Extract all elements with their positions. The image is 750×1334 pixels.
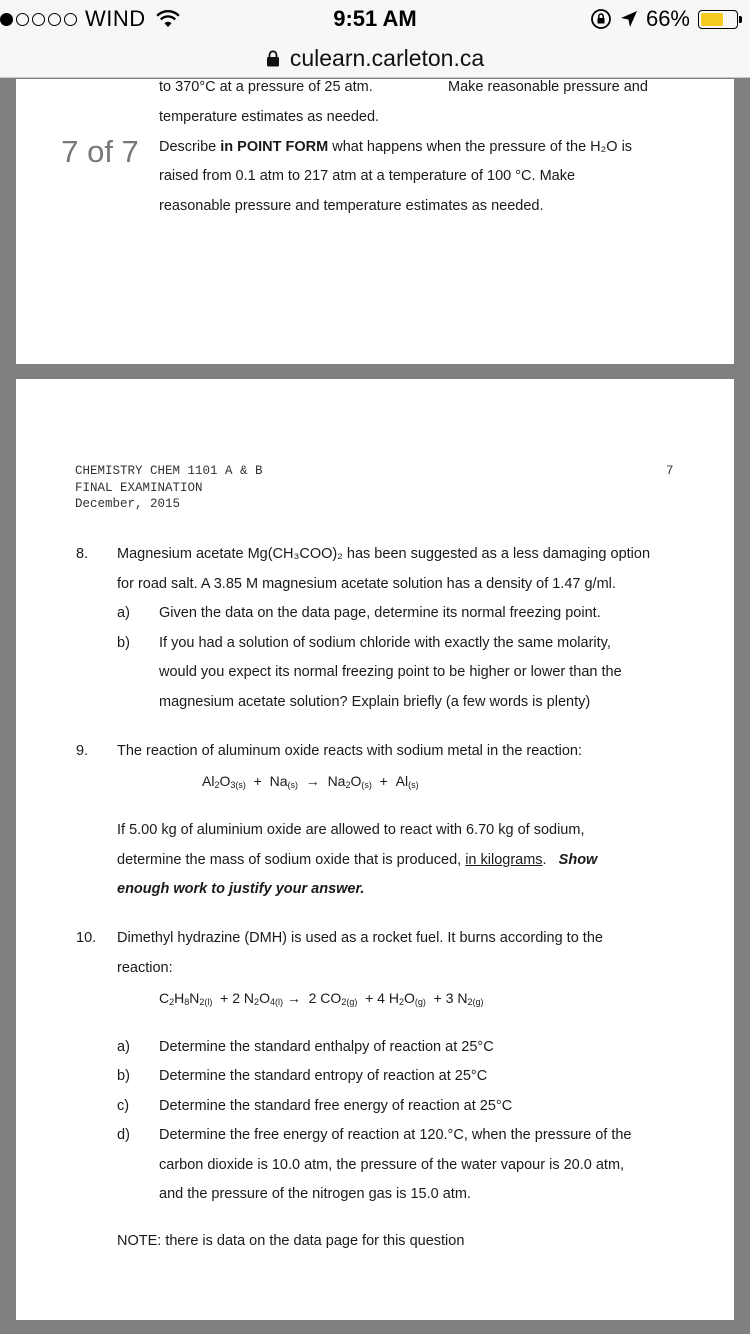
rotation-lock-icon [590, 8, 612, 30]
q8-line-2: for road salt. A 3.85 M magnesium acetate solution has a density of 1.47 g/ml. [117, 576, 616, 592]
battery-percent: 66% [645, 6, 690, 31]
prev-line-2: temperature estimates as needed. [159, 109, 380, 125]
q8b-line-2: would you expect its normal freezing point to be higher or lower than the [159, 664, 622, 680]
q8b-line-3: magnesium acetate solution? Explain briefly (a few words is plenty) [159, 694, 591, 710]
q10c-label: c) [117, 1098, 130, 1114]
q8a-label: a) [117, 605, 130, 621]
prev-line-4: raised from 0.1 atm to 217 atm at a temperature of 100 °C. Make [159, 168, 576, 184]
q9-number: 9. [76, 743, 89, 759]
q10d-line-1: Determine the free energy of reaction at 120.°C, when the pressure of the [159, 1127, 632, 1143]
q10-note: NOTE: there is data on the data page for this question [117, 1233, 465, 1249]
q10d-line-2: carbon dioxide is 10.0 atm, the pressure of the water vapour is 20.0 atm, [159, 1157, 625, 1173]
page-indicator: 7 of 7 [44, 124, 156, 180]
q10d-line-3: and the pressure of the nitrogen gas is 15.0 atm. [159, 1186, 471, 1202]
lock-icon [266, 50, 280, 67]
q8-number: 8. [76, 546, 89, 562]
q8-line-1: Magnesium acetate Mg(CH₃COO)₂ has been suggested as a less damaging option [117, 546, 651, 562]
carrier-name: WIND [85, 6, 146, 31]
header-exam: FINAL EXAMINATION [75, 481, 203, 495]
prev-line-1b: Make reasonable pressure and [448, 79, 648, 95]
q10c-text: Determine the standard free energy of reaction at 25°C [159, 1098, 513, 1114]
header-date: December, 2015 [75, 497, 181, 511]
q9-para-line-1: If 5.00 kg of aluminium oxide are allowed to react with 6.70 kg of sodium, [117, 822, 585, 838]
q10b-label: b) [117, 1068, 130, 1084]
prev-line-5: reasonable pressure and temperature estimates as needed. [159, 198, 544, 214]
q10d-label: d) [117, 1127, 130, 1143]
q10a-label: a) [117, 1039, 130, 1055]
status-bar [0, 0, 750, 40]
q10-number: 10. [76, 930, 97, 946]
q10-line-2: reaction: [117, 960, 173, 976]
q8b-line-1: If you had a solution of sodium chloride with exactly the same molarity, [159, 635, 611, 651]
header-course: CHEMISTRY CHEM 1101 A & B [75, 464, 263, 478]
header-page-number: 7 [666, 464, 674, 478]
document-page-current [16, 379, 734, 1320]
battery-icon [698, 10, 738, 29]
url-text[interactable]: culearn.carleton.ca [289, 45, 485, 71]
q10-line-1: Dimethyl hydrazine (DMH) is used as a rocket fuel. It burns according to the [117, 930, 603, 946]
q9-para-line-2: determine the mass of sodium oxide that is produced, in kilograms. Show [117, 852, 598, 868]
battery-level [701, 13, 723, 26]
clock: 9:51 AM [333, 6, 417, 31]
q10b-text: Determine the standard entropy of reaction at 25°C [159, 1068, 488, 1084]
document-page-previous [16, 79, 734, 364]
q9-equation: $Al_2O_{3(s)} + Na_{(s)} \to Na_2O_{(s)} + Al_{(s)}$ [202, 773, 419, 790]
prev-line-3: Describe in POINT FORM what happens when the pressure of the H₂O is [159, 139, 633, 155]
q8b-label: b) [117, 635, 130, 651]
q9-para-line-3: enough work to justify your answer. [117, 881, 365, 897]
address-bar[interactable] [0, 40, 750, 78]
q9-line-1: The reaction of aluminum oxide reacts with sodium metal in the reaction: [117, 743, 583, 759]
q10-equation: $C_2H_8N_{2(l)} + 2$ $N_2O_{4(l)} \to 2$ $CO_{2(g)} + 4$ $H_2O_{(g)} + 3$ $N_{2(g)}$ [159, 990, 484, 1007]
location-icon [620, 10, 638, 28]
q10a-text: Determine the standard enthalpy of reaction at 25°C [159, 1039, 494, 1055]
q8a-text: Given the data on the data page, determine its normal freezing point. [159, 605, 601, 621]
prev-line-1a: to 370°C at a pressure of 25 atm. [159, 79, 373, 95]
